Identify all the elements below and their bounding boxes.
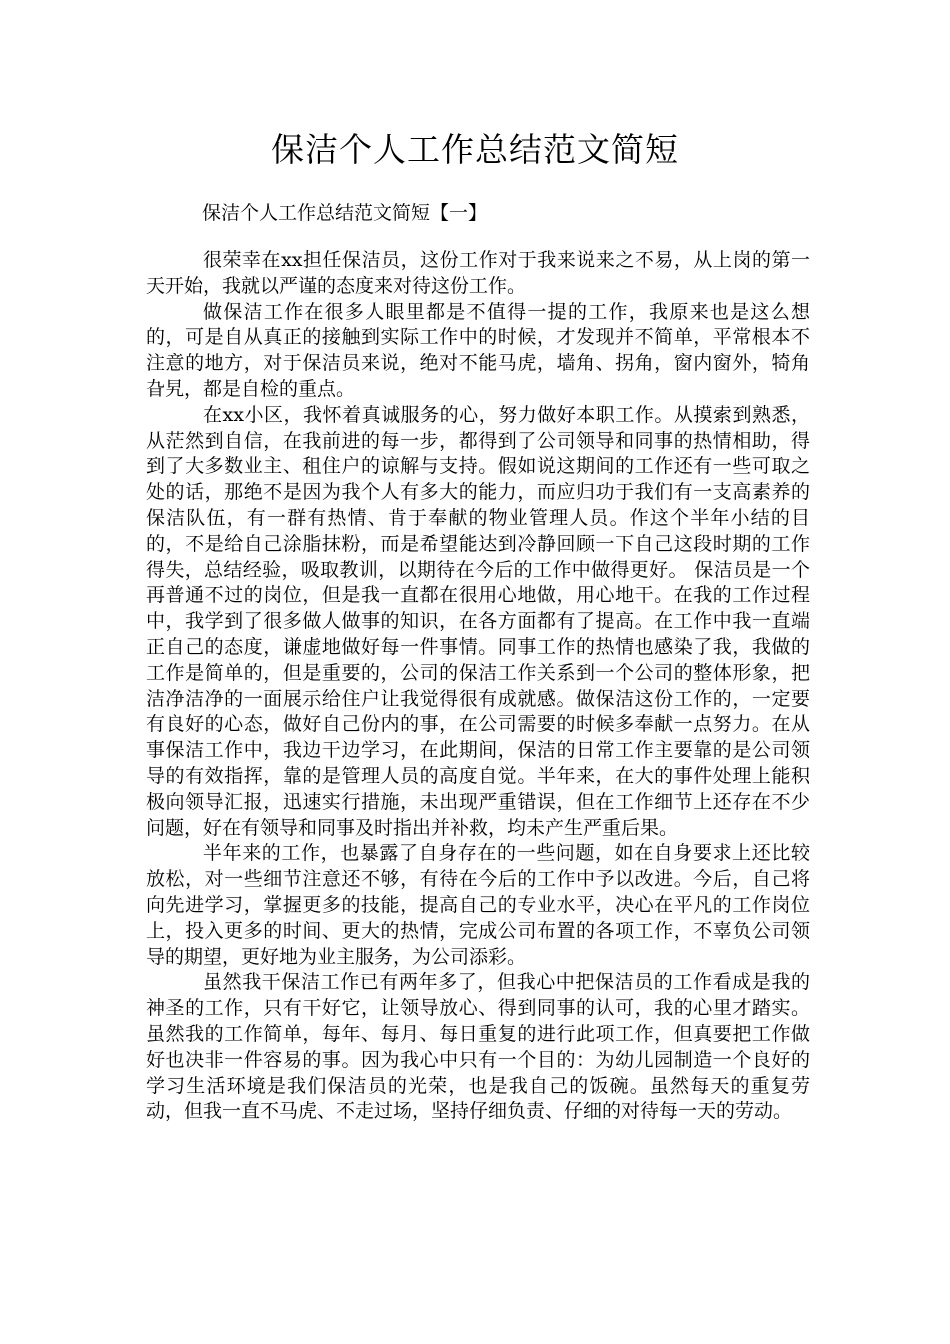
paragraph: 很荣幸在xx担任保洁员，这份工作对于我来说来之不易，从上岗的第一天开始，我就以严谨的态度来对待这份工作。 [146,249,810,297]
paragraph: 做保洁工作在很多人眼里都是不值得一提的工作，我原来也是这么想的，可是自从真正的接触到实际工作中的时候，才发现并不简单，平常根本不注意的地方，对于保洁员来说，绝对不能马虎，墙角、拐角，窗内窗外，犄角旮旯，都是自检的重点。 [146,300,810,400]
paragraph: 在xx小区，我怀着真诚服务的心，努力做好本职工作。从摸索到熟悉，从茫然到自信，在我前进的每一步，都得到了公司领导和同事的热情相助，得到了大多数业主、租住户的谅解与支持。假如说这期间的工作还有一些可取之处的话，那绝不是因为我个人有多大的能力，而应归功于我们有一支高素养的保洁队伍，有一群有热情、肯于奉献的物业管理人员。作这个半年小结的目的，不是给自己涂脂抹粉，而是希望能达到冷静回顾一下自己这段时期的工作得失，总结经验，吸取教训，以期待在今后的工作中做得更好。 保洁员是一个再普通不过的岗位，但是我一直都在很用心地做，用心地干。在我的工作过程中，我学到了很多做人做事的知识，在各方面都有了提高。在工作中我一直端正自己的态度，谦虚地做好每一件事情。同事工作的热情也感染了我，我做的工作是简单的，但是重要的，公司的保洁工作关系到一个公司的整体形象，把洁净洁净的一面展示给住户让我觉得很有成就感。做保洁这份工作的，一定要有良好的心态，做好自己份内的事，在公司需要的时候多奉献一点努力。在从事保洁工作中，我边干边学习，在此期间，保洁的日常工作主要靠的是公司领导的有效指挥，靠的是管理人员的高度自觉。半年来，在大的事件处理上能积极向领导汇报，迅速实行措施，未出现严重错误，但在工作细节上还存在不少问题，好在有领导和同事及时指出并补救，均未产生严重后果。 [146,403,810,839]
paragraph: 虽然我干保洁工作已有两年多了，但我心中把保洁员的工作看成是我的神圣的工作，只有干好它，让领导放心、得到同事的认可，我的心里才踏实。虽然我的工作简单，每年、每月、每日重复的进行此项工作，但真要把工作做好也决非一件容易的事。因为我心中只有一个目的：为幼儿园制造一个良好的学习生活环境是我们保洁员的光荣，也是我自己的饭碗。虽然每天的重复劳动，但我一直不马虎、不走过场，坚持仔细负责、仔细的对待每一天的劳动。 [146,971,810,1123]
document-body [146,248,810,1125]
paragraph: 半年来的工作，也暴露了自身存在的一些问题，如在自身要求上还比较放松，对一些细节注意还不够，有待在今后的工作中予以改进。今后，自己将向先进学习，掌握更多的技能，提高自己的专业水平，决心在平凡的工作岗位上，投入更多的时间、更大的热情，完成公司布置的各项工作，不辜负公司领导的期望，更好地为业主服务，为公司添彩。 [146,842,810,968]
section-heading: 保洁个人工作总结范文简短【一】 [202,202,488,224]
document-title: 保洁个人工作总结范文简短 [271,130,679,169]
